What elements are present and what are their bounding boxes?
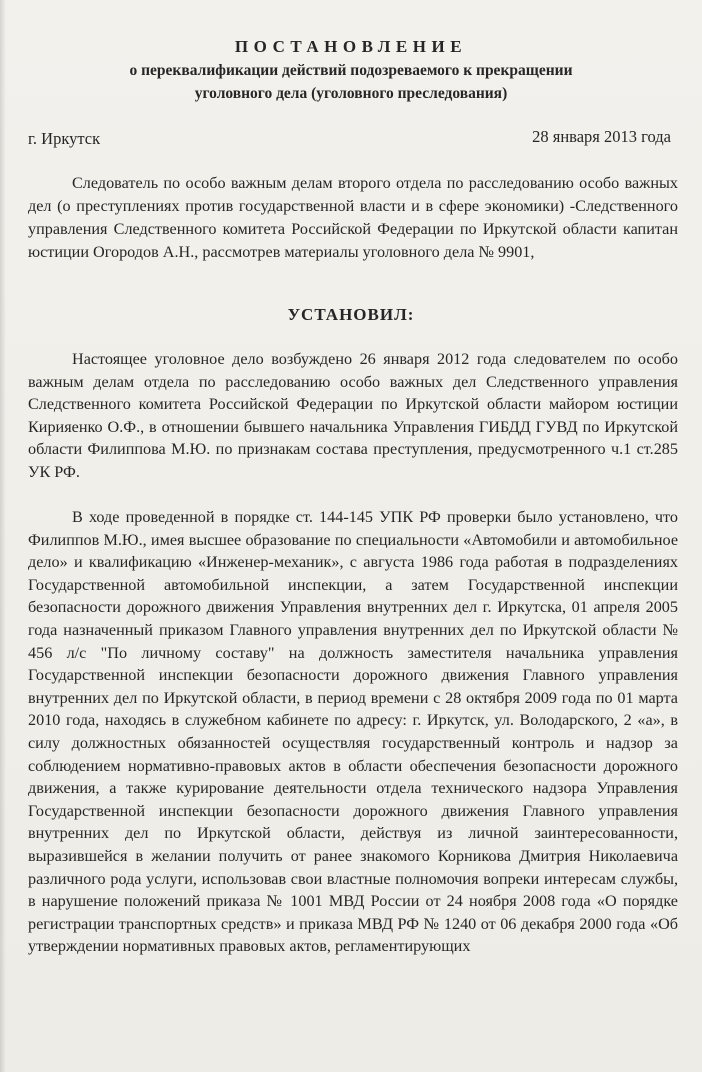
body-paragraph-1: Настоящее уголовное дело возбуждено 26 января 2012 года следователем по особо важным делам отдела по расследованию особо важных дел Следственного управления Следственного комитета Российской Федерации по Иркутской области майором юстиции Кирияенко О.Ф., в отношении бывшего начальника Управления ГИБДД ГУВД по Иркутской области Филиппова М.Ю. по признакам состава преступления, предусмотренного ч.1 ст.285 УК РФ. bbox=[28, 350, 678, 481]
page-edge-shadow bbox=[0, 0, 6, 1072]
document-date: 28 января 2013 года bbox=[532, 127, 671, 146]
document-title: ПОСТАНОВЛЕНИЕ bbox=[234, 37, 468, 56]
document-subtitle-line-2: уголовного дела (уголовного преследования) bbox=[194, 85, 508, 102]
document-city: г. Иркутск bbox=[28, 129, 101, 148]
intro-paragraph: Следователь по особо важным делам второго отдела по расследованию особо важных дел (о преступлениях против государственной власти и в сфере экономики) -Следственного управления Следственного комитета Российской Федерации по Иркутской области капитан юстиции Огородов А.Н., рассмотрев материалы уголовного дела № 9901, bbox=[28, 174, 678, 261]
section-heading: УСТАНОВИЛ: bbox=[287, 305, 415, 324]
body-paragraph-2: В ходе проведенной в порядке ст. 144-145 УПК РФ проверки было установлено, что Филиппов М.Ю., имея высшее образование по специальности «Автомобили и автомобильное дело» и квалификацию «Инженер-механик», с августа 1986 года работая в подразделениях Государственной автомобильной инспекции, а затем Государственной инспекции безопасности дорожного движения Управления внутренних дел г. Иркутска, 01 апреля 2005 года назначенный приказом Главного управления внутренних дел по Иркутской области № 456 л/с "По личному составу" на должность заместителя начальника управления Государственной инспекции безопасности дорожного движения Главного управления внутренних дел по Иркутской области, в период времени с 28 октября 2009 года по 01 марта 2010 года, находясь в служебном кабинете по адресу: г. Иркутск, ул. Володарского, 2 «а», в силу должностных обязанностей осуществляя государственный контроль и надзор за соблюдением нормативно-правовых актов в области обеспечения безопасности дорожного движения, а также курирование деятельности отдела технического надзора Управления Государственной инспекции безопасности дорожного движения Главного управления внутренних дел по Иркутской области, действуя из личной заинтересованности, выразившейся в желании получить от ранее знакомого Корникова Дмитрия Николаевича различного рода услуги, использовав свои властные полномочия вопреки интересам службы, в нарушение положений приказа № 1001 МВД России от 24 ноября 2008 года «О порядке регистрации транспортных средств» и приказа МВД РФ № 1240 от 06 декабря 2000 года «Об утверждении нормативных правовых актов, регламентирующих bbox=[28, 508, 678, 956]
document-subtitle-line-1: о переквалификации действий подозреваемого к прекращении bbox=[129, 62, 573, 79]
